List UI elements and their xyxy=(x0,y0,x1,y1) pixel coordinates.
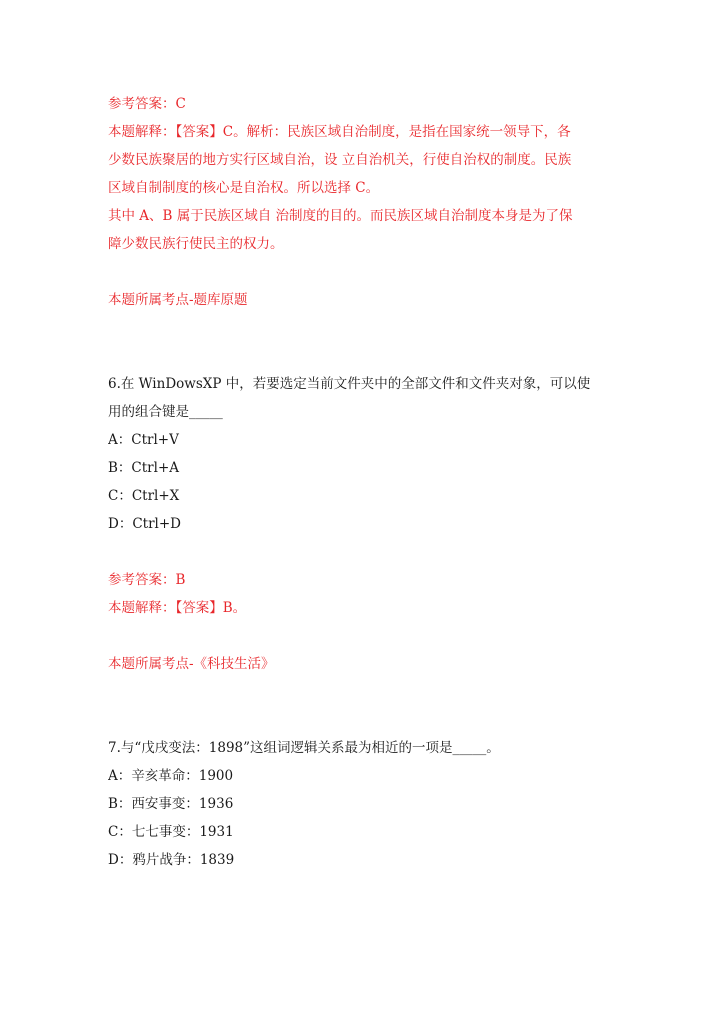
q6-stem-line-2: 用的组合键是_____ xyxy=(108,404,223,420)
q7-option-d: D：鸦片战争：1839 xyxy=(108,852,235,868)
q6-answer: 参考答案：B xyxy=(108,572,186,588)
q5-explanation-line-1: 本题解释：【答案】C。解析：民族区域自治制度，是指在国家统一领导下，各 xyxy=(108,124,571,140)
q5-explanation-line-3: 区域自制制度的核心是自治权。所以选择 C。 xyxy=(108,180,380,196)
question-7 xyxy=(108,734,608,874)
q6-option-a: A：Ctrl+V xyxy=(108,432,179,448)
q5-topic: 本题所属考点-题库原题 xyxy=(108,292,248,308)
q7-options xyxy=(108,762,608,874)
question-6 xyxy=(108,370,608,538)
q6-topic: 本题所属考点-《科技生活》 xyxy=(108,656,275,672)
document-page xyxy=(108,90,608,874)
q6-option-c: C：Ctrl+X xyxy=(108,488,180,504)
q5-answer: 参考答案：C xyxy=(108,96,186,112)
q5-answer-block xyxy=(108,90,608,258)
q6-option-d: D：Ctrl+D xyxy=(108,516,181,532)
q5-explanation-line-5: 障少数民族行使民主的权力。 xyxy=(108,236,284,252)
q5-explanation-line-2: 少数民族聚居的地方实行区域自治，设 立自治机关，行使自治权的制度。民族 xyxy=(108,152,572,168)
q7-option-c: C：七七事变：1931 xyxy=(108,824,234,840)
q6-explanation: 本题解释：【答案】B。 xyxy=(108,600,247,616)
q6-options xyxy=(108,426,608,538)
spacer xyxy=(108,258,608,286)
q5-explanation-line-4: 其中 A、B 属于民族区域自 治制度的目的。而民族区域自治制度本身是为了保 xyxy=(108,208,573,224)
q7-option-a: A：辛亥革命：1900 xyxy=(108,768,234,784)
q6-stem-line-1: 6.在 WinDowsXP 中，若要选定当前文件夹中的全部文件和文件夹对象，可以使 xyxy=(108,376,591,392)
q7-option-b: B：西安事变：1936 xyxy=(108,796,234,812)
spacer xyxy=(108,678,608,734)
spacer xyxy=(108,538,608,566)
spacer xyxy=(108,622,608,650)
spacer xyxy=(108,314,608,370)
q7-stem: 7.与“戊戌变法：1898”这组词逻辑关系最为相近的一项是_____。 xyxy=(108,740,500,756)
q6-option-b: B：Ctrl+A xyxy=(108,460,180,476)
q6-answer-block xyxy=(108,566,608,622)
